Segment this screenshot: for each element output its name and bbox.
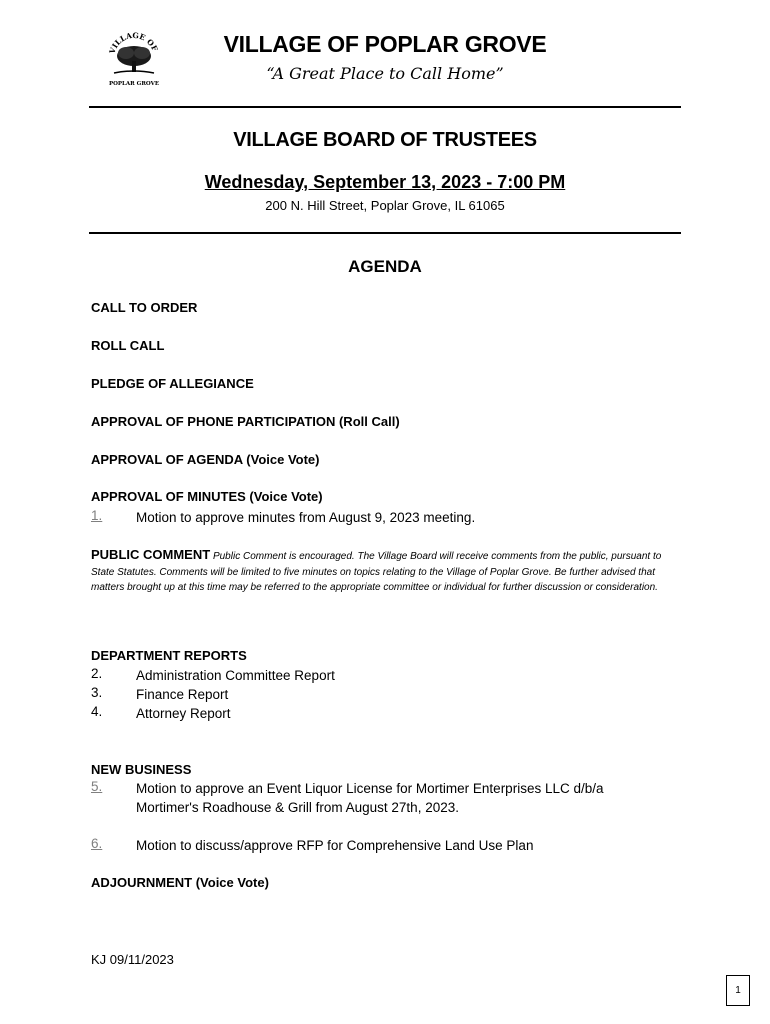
agenda-item-text: Finance Report — [136, 687, 229, 702]
page-number: 1 — [726, 975, 750, 1006]
svg-text:VILLAGE OF: VILLAGE OF — [107, 30, 160, 55]
section-pledge: PLEDGE OF ALLEGIANCE — [91, 376, 254, 391]
section-adjournment: ADJOURNMENT (Voice Vote) — [91, 875, 269, 890]
agenda-item-link[interactable]: 1. — [91, 508, 103, 523]
agenda-title: AGENDA — [348, 257, 422, 276]
section-approval-agenda: APPROVAL OF AGENDA (Voice Vote) — [91, 452, 320, 467]
agenda-item-number: 4. — [91, 704, 103, 719]
agenda-item — [91, 685, 651, 704]
section-roll-call: ROLL CALL — [91, 338, 165, 353]
agenda-item-link[interactable]: 6. — [91, 836, 103, 851]
agenda-item-number: 3. — [91, 685, 103, 700]
agenda-item — [91, 704, 651, 723]
agenda-item-text: Motion to approve an Event Liquor License for Mortimer Enterprises LLC d/b/a Mortimer's Roadhouse & Grill from August 27th, 2023. — [136, 781, 604, 815]
agenda-item — [91, 779, 651, 817]
agenda-item — [91, 508, 651, 527]
village-tree-logo — [104, 28, 164, 90]
section-phone-participation: APPROVAL OF PHONE PARTICIPATION (Roll Call) — [91, 414, 400, 429]
board-title: VILLAGE BOARD OF TRUSTEES — [233, 129, 537, 151]
village-name: VILLAGE OF POPLAR GROVE — [223, 31, 547, 57]
village-tagline: “A Great Place to Call Home” — [266, 64, 504, 83]
prepared-by: KJ 09/11/2023 — [91, 952, 174, 967]
agenda-item-text: Administration Committee Report — [136, 668, 335, 683]
public-comment-heading: PUBLIC COMMENT — [91, 547, 211, 562]
public-comment-text: Public Comment is encouraged. The Village Board will receive comments from the public, pursuant to State Statutes. Comments will be limited to five minutes on topics relating to the Village of Poplar Grove. Be further advised that matters brought up at this time may be referred to the appropriate committee or individual for further discussion or consideration. — [91, 551, 662, 593]
section-department-reports: DEPARTMENT REPORTS — [91, 648, 247, 663]
section-approval-minutes: APPROVAL OF MINUTES (Voice Vote) — [91, 489, 323, 504]
svg-text:POPLAR GROVE: POPLAR GROVE — [108, 81, 160, 87]
agenda-item-text: Attorney Report — [136, 706, 231, 721]
public-comment — [91, 547, 681, 596]
agenda-item — [91, 666, 651, 685]
agenda-item-link[interactable]: 5. — [91, 779, 103, 794]
meeting-divider — [89, 232, 681, 234]
agenda-item-text: Motion to discuss/approve RFP for Comprehensive Land Use Plan — [136, 838, 534, 853]
meeting-datetime: Wednesday, September 13, 2023 - 7:00 PM — [204, 172, 566, 192]
agenda-item — [91, 836, 651, 855]
agenda-item-number: 2. — [91, 666, 103, 681]
header-divider — [89, 106, 681, 108]
section-call-to-order: CALL TO ORDER — [91, 300, 198, 315]
meeting-address: 200 N. Hill Street, Poplar Grove, IL 61065 — [265, 198, 505, 213]
section-new-business: NEW BUSINESS — [91, 762, 192, 777]
agenda-item-text: Motion to approve minutes from August 9, 2023 meeting. — [136, 510, 476, 525]
